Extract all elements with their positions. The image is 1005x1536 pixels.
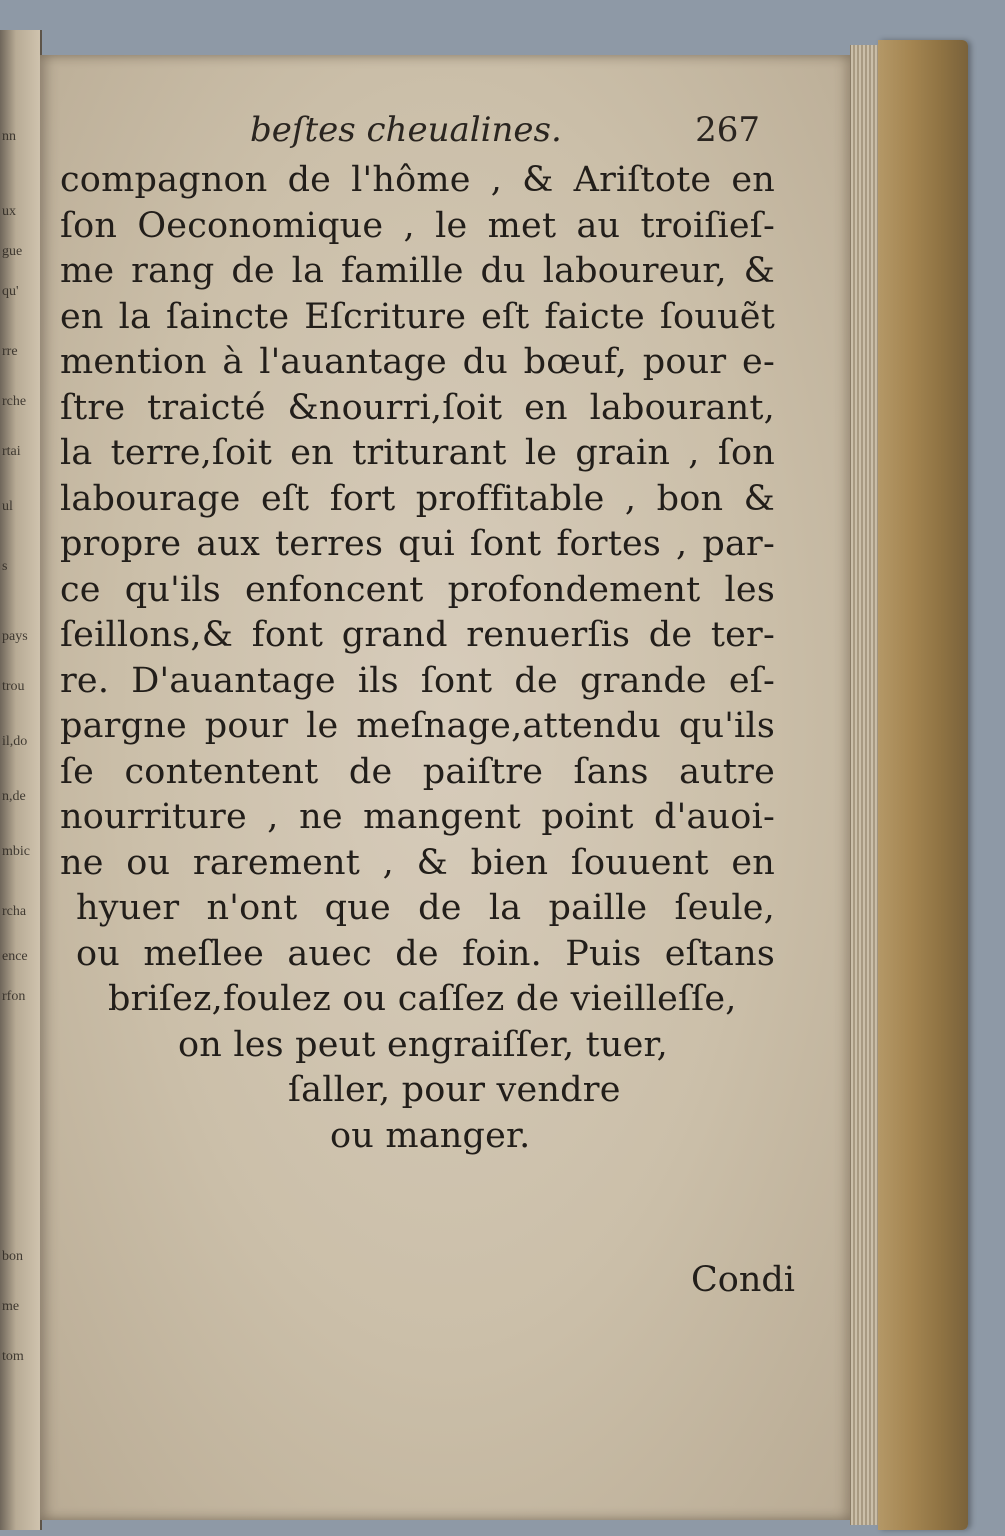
facing-page-fragment: rcha	[2, 905, 27, 919]
text-line: briſez,foulez ou caſſez de vieilleſſe,	[108, 979, 737, 1019]
running-title: beſtes cheualines.	[250, 110, 562, 150]
body-text	[60, 158, 775, 1159]
facing-page-fragment: ence	[2, 950, 28, 964]
text-line: la terre,ſoit en triturant le grain , ſon	[60, 433, 775, 473]
facing-page-fragment: qu'	[2, 285, 19, 299]
catchword: Condi	[691, 1260, 795, 1300]
text-line: ſaller, pour vendre	[288, 1070, 621, 1110]
text-line: pargne pour le meſnage,attendu qu'ils	[60, 706, 775, 746]
text-line: hyuer n'ont que de la paille ſeule,	[76, 888, 775, 928]
facing-page-fragment: tom	[2, 1350, 24, 1364]
text-line: ou meſlee auec de foin. Puis eſtans	[76, 933, 775, 974]
facing-page-fragment: trou	[2, 680, 25, 694]
facing-page-fragment: rche	[2, 395, 27, 409]
text-line: ne ou rarement , & bien ſouuent en	[60, 842, 775, 883]
text-line: ſtre traicté &nourri,ſoit en labourant,	[60, 387, 775, 428]
text-line: re. D'auantage ils ſont de grande eſ-	[60, 660, 775, 701]
text-line: nourriture , ne mangent point d'auoi-	[60, 797, 775, 837]
facing-page-fragment: s	[2, 560, 8, 574]
facing-page-edge	[0, 30, 42, 1530]
text-line: ou manger.	[330, 1115, 531, 1156]
text-line: mention à l'auantage du bœuf, pour e-	[60, 342, 775, 382]
facing-page-fragment: rfon	[2, 990, 26, 1004]
text-line: ſe contentent de paiſtre ſans autre	[60, 751, 775, 792]
book-cover	[878, 40, 968, 1530]
page-header	[250, 105, 760, 155]
facing-page-fragment: ux	[2, 205, 16, 219]
text-line: ſon Oeconomique , le met au troiſieſ-	[60, 205, 775, 246]
text-line: en la ſaincte Eſcriture eſt faicte ſouuẽt	[60, 296, 775, 337]
text-line: compagnon de l'hôme , & Ariſtote en	[60, 160, 775, 200]
text-line: propre aux terres qui ſont fortes , par-	[60, 524, 775, 564]
text-line: on les peut engraiſſer, tuer,	[178, 1024, 668, 1065]
facing-page-fragment: nn	[2, 130, 16, 144]
facing-page-fragment: rtai	[2, 445, 21, 459]
facing-page-fragment: me	[2, 1300, 20, 1314]
text-line: me rang de la famille du laboureur, &	[60, 251, 775, 291]
facing-page-fragment: pays	[2, 630, 28, 644]
facing-page-fragment: mbic	[2, 845, 30, 859]
facing-page-fragment: il,do	[2, 735, 28, 749]
facing-page-fragment: rre	[2, 345, 18, 359]
facing-page-fragment: ul	[2, 500, 13, 514]
text-line: ce qu'ils enfoncent profondement les	[60, 569, 775, 610]
facing-page-fragment: n,de	[2, 790, 26, 804]
facing-page-fragment: bon	[2, 1250, 23, 1264]
page-number: 267	[695, 110, 760, 150]
text-line: ſeillons,& font grand renuerſis de ter-	[60, 615, 775, 655]
text-line: labourage eſt fort proffitable , bon &	[60, 478, 775, 519]
page-edges	[850, 45, 881, 1525]
facing-page-fragment: gue	[2, 245, 23, 259]
